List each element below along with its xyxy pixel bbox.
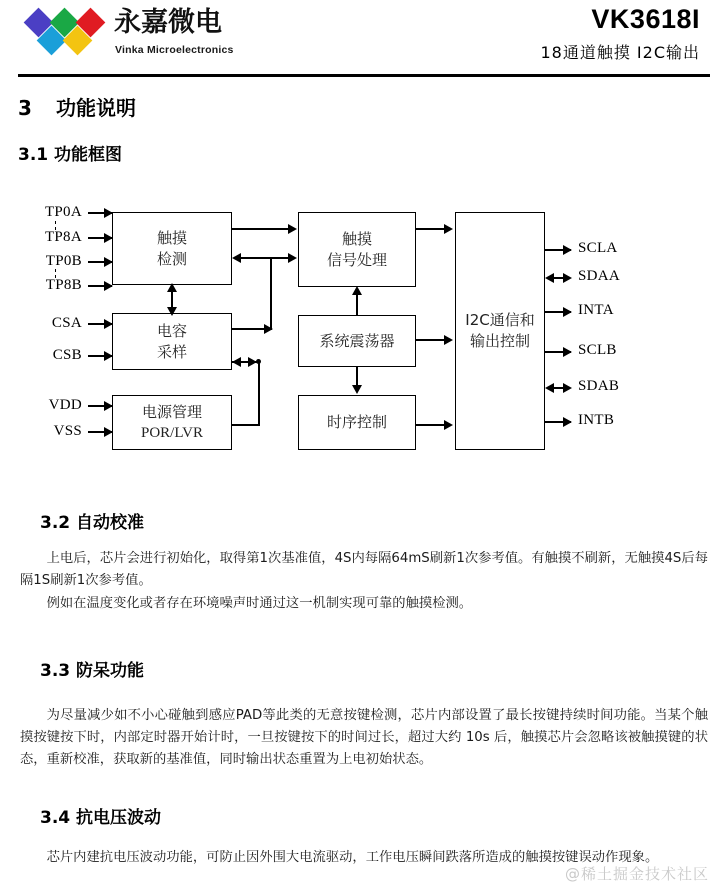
arrowhead-sample-bidir-left (232, 357, 241, 367)
block-timing-ctrl (298, 395, 416, 450)
heading-3-1 (18, 140, 122, 165)
arrowhead-sclb (563, 347, 572, 357)
arrowhead-sample-down (167, 307, 177, 316)
block-i2c-output-control (455, 212, 545, 450)
heading-3-2-title: 自动校准 (76, 513, 144, 533)
block-timing-ctrl-line1: 时序控制 (326, 413, 387, 431)
site-watermark: @稀土掘金技术社区 (564, 865, 709, 883)
block-oscillator (298, 315, 416, 367)
pin-range-dash-b (55, 269, 56, 278)
block-i2c-line1: I2C通信和 (465, 311, 535, 329)
wire-sample-to-proc (270, 257, 290, 259)
company-logo (26, 6, 246, 62)
wire-detect-to-proc (232, 228, 290, 230)
heading-3-3-title: 防呆功能 (76, 661, 144, 681)
paragraph-3-3-1: 为尽量减少如不小心碰触到感应PAD等此类的无意按键检测，芯片内部设置了最长按键持续时间功能。当某个触摸按键按下时，内部定时器开始计时，一旦按键按下的时间过长，超过大约 10s 后，触摸芯片会忽略该被触摸键的状态，重新校准，获取新的基准值，同时输出状态重置为上电初始状态。 (20, 708, 708, 767)
block-power-mgmt-line1: 电源管理 (141, 402, 202, 421)
heading-3-2-number: 3.2 (40, 513, 71, 533)
block-touch-detect-line1: 触摸 (156, 228, 187, 247)
arrowhead-detect-up (167, 283, 177, 292)
block-signal-proc-line1: 触摸 (341, 229, 372, 248)
block-cap-sample-line2: 采样 (156, 342, 187, 361)
arrowhead-sdaa-left (545, 273, 554, 283)
block-power-mgmt (112, 395, 232, 450)
arrowhead-timing-to-i2c (444, 420, 453, 430)
pin-range-dash-a (55, 221, 56, 230)
page-header (0, 0, 727, 78)
pin-label-sclb: SCLB (578, 342, 617, 358)
block-cap-sample (112, 313, 232, 370)
heading-3-1-number: 3.1 (18, 145, 49, 165)
wire-power-riser (258, 361, 260, 425)
logo-diamonds-icon (26, 8, 110, 58)
wire-timing-to-i2c (416, 424, 447, 426)
pin-label-vss: VSS (53, 423, 82, 439)
heading-3-title: 功能说明 (56, 96, 136, 120)
heading-3 (18, 92, 136, 121)
arrowhead-osc-to-proc (352, 286, 362, 295)
arrowhead-osc-to-i2c (444, 335, 453, 345)
part-subtitle: 18通道触摸 I2C输出 (540, 43, 700, 62)
arrowhead-sdaa-right (563, 273, 572, 283)
block-touch-detect-line2: 检测 (156, 249, 187, 268)
block-signal-proc (298, 212, 416, 287)
arrowhead-osc-to-timing (352, 385, 362, 394)
wire-osc-to-proc (356, 292, 358, 315)
wire-sample-riser (270, 257, 272, 329)
functional-block-diagram (0, 195, 727, 470)
arrowhead-intb (563, 417, 572, 427)
logo-company-name-en: Vinka Microelectronics (115, 44, 234, 56)
arrowhead-inta (563, 307, 572, 317)
block-touch-detect (112, 212, 232, 285)
pin-label-csb: CSB (52, 347, 82, 363)
wire-power-out (232, 424, 260, 426)
block-cap-sample-line1: 电容 (156, 321, 187, 340)
part-number-title: VK3618I (591, 4, 700, 34)
arrowhead-detect-to-proc (288, 224, 297, 234)
arrowhead-scla (563, 245, 572, 255)
arrowhead-proc-to-i2c (444, 224, 453, 234)
pin-label-sdab: SDAB (578, 378, 620, 394)
heading-3-4-title: 抗电压波动 (76, 808, 161, 828)
paragraph-3-2-2: 例如在温度变化或者存在环境噪声时通过这一机制实现可靠的触摸检测。 (46, 596, 473, 611)
arrowhead-sdab-right (563, 383, 572, 393)
paragraph-3-2-1: 上电后，芯片会进行初始化，取得第1次基准值，4S内每隔64mS刷新1次参考值。有触摸不刷新，无触摸4S后每隔1S刷新1次参考值。 (20, 551, 708, 588)
heading-3-3 (40, 656, 144, 681)
pin-label-inta: INTA (578, 302, 614, 318)
wire-proc-to-i2c (416, 228, 447, 230)
block-signal-proc-line2: 信号处理 (326, 250, 387, 269)
pin-label-csa: CSA (51, 315, 82, 331)
arrowhead-sdab-left (545, 383, 554, 393)
pin-label-tp8a: TP8A (44, 229, 82, 245)
pin-label-tp0a: TP0A (44, 204, 82, 220)
heading-3-4-number: 3.4 (40, 808, 71, 828)
header-divider (18, 74, 710, 77)
pin-label-intb: INTB (578, 412, 615, 428)
pin-label-sdaa: SDAA (578, 268, 621, 284)
arrowhead-sample-to-proc (288, 253, 297, 263)
heading-3-number: 3 (18, 96, 32, 120)
paragraph-3-4-1: 芯片内建抗电压波动功能，可防止因外围大电流驱动，工作电压瞬间跌落所造成的触摸按键误动作现象。 (46, 850, 659, 865)
arrowhead-sample-out (264, 324, 273, 334)
wire-osc-to-i2c (416, 339, 447, 341)
pin-label-tp0b: TP0B (45, 253, 82, 269)
block-oscillator-line1: 系统震荡器 (319, 331, 395, 350)
pin-label-vdd: VDD (48, 397, 82, 413)
heading-3-4 (40, 803, 161, 828)
block-i2c-line2: 输出控制 (469, 332, 530, 350)
heading-3-3-number: 3.3 (40, 661, 71, 681)
logo-company-name-cn: 永嘉微电 (114, 7, 222, 38)
heading-3-2 (40, 508, 144, 533)
pin-label-scla: SCLA (578, 240, 618, 256)
arrowhead-proc-to-detect (232, 253, 241, 263)
heading-3-1-title: 功能框图 (54, 145, 122, 165)
pin-label-tp8b: TP8B (45, 277, 82, 293)
block-power-mgmt-line2: POR/LVR (141, 424, 203, 441)
